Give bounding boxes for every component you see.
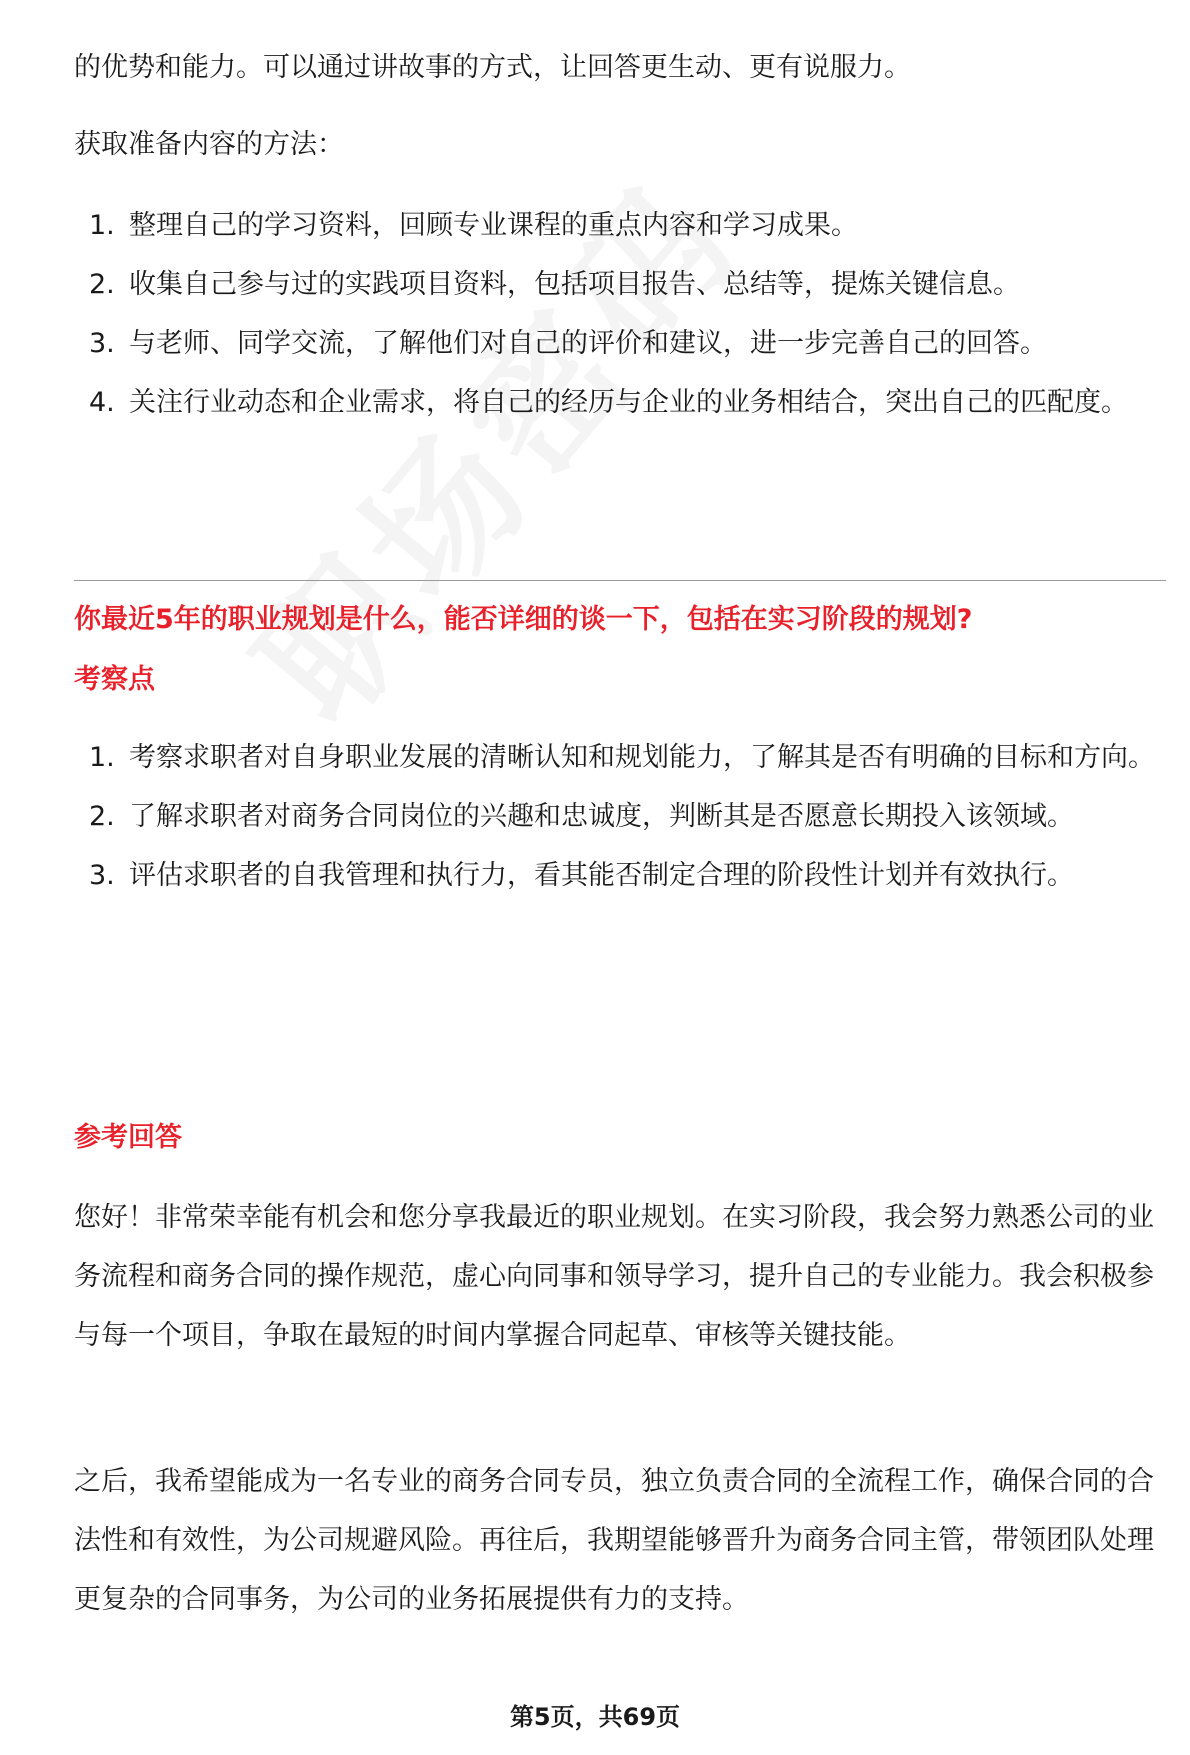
focus-heading: 考察点: [74, 664, 155, 695]
methods-list: [0, 196, 1190, 432]
list-text: 评估求职者的自我管理和执行力，看其能否制定合理的阶段性计划并有效执行。: [129, 860, 1074, 891]
focus-points-list: [0, 728, 1190, 905]
answer-heading: 参考回答: [74, 1122, 182, 1153]
list-text: 收集自己参与过的实践项目资料，包括项目报告、总结等，提炼关键信息。: [129, 269, 1020, 300]
list-item: [0, 196, 1162, 255]
list-text: 关注行业动态和企业需求，将自己的经历与企业的业务相结合，突出自己的匹配度。: [129, 387, 1128, 418]
list-item: [0, 314, 1162, 373]
list-item: [0, 728, 1162, 787]
list-text: 了解求职者对商务合同岗位的兴趣和忠诚度，判断其是否愿意长期投入该领域。: [129, 801, 1074, 832]
page-number: 第5页，共69页: [509, 1703, 681, 1731]
list-number: 3.: [89, 328, 115, 359]
list-number: 3.: [89, 860, 115, 891]
list-number: 2.: [89, 269, 115, 300]
list-item: [0, 255, 1162, 314]
methods-heading: 获取准备内容的方法：: [74, 129, 344, 160]
list-text: 整理自己的学习资料，回顾专业课程的重点内容和学习成果。: [129, 210, 858, 241]
answer-paragraph: 之后，我希望能成为一名专业的商务合同专员，独立负责合同的全流程工作，确保合同的合法性和有效性，为公司规避风险。再往后，我期望能够晋升为商务合同主管，带领团队处理更复杂的合同事务，为公司的业务拓展提供有力的支持。: [74, 1466, 1154, 1615]
list-item: [0, 787, 1162, 846]
list-text: 考察求职者对自身职业发展的清晰认知和规划能力，了解其是否有明确的目标和方向。: [129, 742, 1155, 773]
section-divider: [74, 580, 1166, 581]
intro-continuation: 的优势和能力。可以通过讲故事的方式，让回答更生动、更有说服力。: [74, 52, 911, 83]
answer-paragraph: 您好！非常荣幸能有机会和您分享我最近的职业规划。在实习阶段，我会努力熟悉公司的业务流程和商务合同的操作规范，虚心向同事和领导学习，提升自己的专业能力。我会积极参与每一个项目，争取在最短的时间内掌握合同起草、审核等关键技能。: [74, 1202, 1154, 1351]
list-number: 1.: [89, 210, 115, 241]
list-number: 4.: [89, 387, 115, 418]
list-item: [0, 846, 1162, 905]
list-number: 2.: [89, 801, 115, 832]
list-number: 1.: [89, 742, 115, 773]
list-item: [0, 373, 1162, 432]
list-text: 与老师、同学交流，了解他们对自己的评价和建议，进一步完善自己的回答。: [129, 328, 1047, 359]
question-title: 你最近5年的职业规划是什么，能否详细的谈一下，包括在实习阶段的规划?: [74, 604, 973, 635]
